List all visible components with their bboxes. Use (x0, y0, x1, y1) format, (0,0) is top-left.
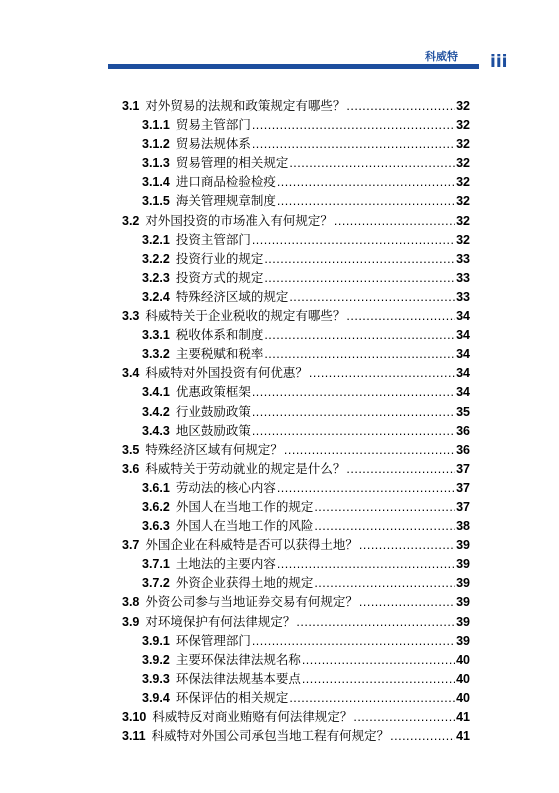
toc-entry-title: 主要环保法律法规名称 (175, 651, 301, 667)
toc-entry-page: 36 (456, 423, 470, 438)
toc-entry[interactable] (122, 669, 470, 688)
toc-entry-number: 3.1.2 (142, 137, 170, 152)
toc-entry-title: 地区鼓励政策 (175, 422, 251, 438)
toc-entry-title: 贸易法规体系 (175, 136, 251, 152)
toc-entry[interactable] (122, 134, 470, 153)
toc-entry-page: 33 (456, 251, 470, 266)
toc-dot-leader (314, 574, 455, 593)
toc-entry-title: 主要税赋和税率 (175, 346, 264, 362)
toc-dot-leader (252, 116, 455, 135)
toc-entry-page: 32 (456, 99, 470, 113)
toc-entry-page: 39 (456, 576, 470, 591)
page-number: iii (490, 52, 508, 72)
toc-entry-page: 32 (456, 118, 470, 133)
toc-entry-title: 进口商品检验检疫 (175, 174, 276, 190)
toc-entry-number: 3.1.4 (142, 175, 170, 190)
toc-entry-title: 外国企业在科威特是否可以获得土地？ (145, 537, 358, 553)
toc-entry-page: 35 (456, 404, 470, 419)
toc-dot-leader (302, 651, 455, 670)
toc-entry-page: 32 (456, 213, 470, 228)
toc-entry[interactable] (122, 421, 470, 440)
toc-dot-leader (296, 613, 455, 632)
toc-dot-leader (314, 498, 455, 517)
toc-entry-title: 科威特关于劳动就业的规定是什么？ (145, 460, 346, 476)
toc-entry-title: 贸易主管部门 (175, 117, 251, 133)
toc-entry-page: 32 (456, 232, 470, 247)
toc-entry-number: 3.8 (122, 595, 140, 610)
toc-entry[interactable] (122, 153, 470, 172)
toc-entry[interactable] (122, 688, 470, 707)
toc-entry[interactable] (122, 631, 470, 650)
toc-entry[interactable] (122, 382, 470, 401)
toc-entry-page: 41 (456, 710, 470, 724)
toc-entry[interactable] (122, 230, 470, 249)
toc-entry-number: 3.2.1 (142, 232, 170, 247)
toc-entry-title: 对外国投资的市场准入有何规定？ (145, 212, 333, 228)
toc-entry-page: 38 (456, 519, 470, 534)
toc-entry-number: 3.9.2 (142, 652, 170, 667)
toc-entry[interactable] (122, 249, 470, 268)
toc-entry-page: 41 (456, 729, 470, 744)
toc-dot-leader (346, 307, 455, 326)
toc-entry-title: 土地法的主要内容 (175, 556, 276, 572)
toc-entry-title: 特殊经济区域的规定 (175, 288, 289, 304)
toc-dot-leader (252, 135, 455, 154)
header-rule (108, 64, 479, 69)
toc-dot-leader (359, 593, 455, 612)
toc-entry[interactable] (122, 592, 470, 611)
toc-entry-page: 39 (456, 557, 470, 572)
toc-dot-leader (284, 441, 455, 460)
toc-entry-number: 3.2.3 (142, 270, 170, 285)
toc-entry[interactable] (122, 478, 470, 497)
toc-entry-page: 40 (456, 690, 470, 705)
toc-entry-page: 39 (456, 633, 470, 648)
toc-entry-number: 3.6.2 (142, 499, 170, 514)
toc-entry-title: 外国人在当地工作的规定 (175, 498, 314, 514)
toc-entry-title: 外资公司参与当地证券交易有何规定？ (145, 594, 358, 610)
toc-dot-leader (390, 727, 455, 746)
toc-entry-title: 外资企业获得土地的规定 (175, 575, 314, 591)
toc-entry-title: 特殊经济区域有何规定？ (145, 441, 283, 457)
toc-dot-leader (264, 326, 455, 345)
toc-entry-title: 优惠政策框架 (175, 384, 251, 400)
toc-dot-leader (302, 670, 455, 689)
toc-entry-number: 3.5 (122, 442, 140, 457)
toc-entry-number: 3.1.3 (142, 156, 170, 171)
toc-entry[interactable] (122, 554, 470, 573)
toc-dot-leader (346, 97, 455, 116)
toc-entry-number: 3.9.4 (142, 690, 170, 705)
toc-entry-page: 32 (456, 137, 470, 152)
toc-entry-title: 科威特反对商业贿赂有何法律规定？ (152, 709, 353, 724)
toc-dot-leader (252, 422, 455, 441)
toc-entry-title: 劳动法的核心内容 (175, 479, 276, 495)
toc-entry[interactable] (122, 96, 470, 115)
toc-dot-leader (264, 269, 455, 288)
toc-entry-title: 环保评估的相关规定 (175, 689, 289, 705)
toc-dot-leader (359, 536, 455, 555)
toc-entry-number: 3.9.1 (142, 633, 170, 648)
toc-entry-title: 环保法律法规基本要点 (175, 670, 301, 686)
toc-dot-leader (277, 173, 455, 192)
toc-entry-number: 3.6.3 (142, 519, 170, 534)
toc-entry[interactable] (122, 573, 470, 592)
toc-entry-number: 3.7.1 (142, 557, 170, 572)
toc-entry-number: 3.1.1 (142, 118, 170, 133)
toc-entry[interactable] (122, 363, 470, 382)
toc-entry-title: 科威特对外国投资有何优惠？ (145, 365, 308, 381)
toc-entry-page: 32 (456, 194, 470, 209)
toc-entry-number: 3.9 (122, 614, 140, 629)
toc-entry-page: 39 (456, 595, 470, 610)
toc-entry-number: 3.11 (122, 729, 146, 744)
toc-entry-number: 3.6.1 (142, 480, 170, 495)
toc-entry-page: 34 (456, 385, 470, 400)
toc-entry-page: 33 (456, 289, 470, 304)
toc-entry[interactable] (122, 344, 470, 363)
toc-entry-number: 3.9.3 (142, 671, 170, 686)
toc-entry-page: 36 (456, 442, 470, 457)
toc-entry-page: 34 (456, 366, 470, 381)
toc-entry-title: 科威特对外国公司承包当地工程有何规定？ (151, 728, 390, 744)
toc-entry-page: 32 (456, 156, 470, 171)
toc-entry[interactable] (122, 535, 470, 554)
toc-dot-leader (289, 689, 455, 708)
toc-entry-number: 3.7.2 (142, 576, 170, 591)
table-of-contents (122, 96, 470, 745)
toc-entry[interactable] (122, 172, 470, 191)
toc-dot-leader (346, 460, 455, 479)
toc-entry-title: 贸易管理的相关规定 (175, 155, 289, 171)
toc-dot-leader (309, 364, 455, 383)
toc-dot-leader (252, 383, 455, 402)
toc-entry-page: 32 (456, 175, 470, 190)
toc-dot-leader (289, 288, 455, 307)
toc-entry-number: 3.4.2 (142, 404, 170, 419)
toc-entry-title: 税收体系和制度 (175, 327, 264, 343)
toc-entry[interactable] (122, 516, 470, 535)
toc-entry-page: 40 (456, 652, 470, 667)
toc-entry-page: 37 (456, 461, 470, 476)
toc-entry-number: 3.2 (122, 213, 140, 228)
toc-entry-number: 3.1 (122, 99, 140, 113)
toc-entry-number: 3.2.2 (142, 251, 170, 266)
running-header-title: 科威特 (425, 50, 458, 63)
toc-entry-title: 外国人在当地工作的风险 (175, 518, 314, 534)
toc-entry-page: 33 (456, 270, 470, 285)
toc-entry-page: 34 (456, 328, 470, 343)
toc-entry-title: 投资主管部门 (175, 231, 251, 247)
toc-dot-leader (252, 632, 455, 651)
toc-entry-page: 39 (456, 538, 470, 553)
toc-entry[interactable] (122, 306, 470, 325)
toc-dot-leader (252, 403, 455, 422)
toc-entry[interactable] (122, 402, 470, 421)
toc-entry-number: 3.7 (122, 538, 140, 553)
toc-entry[interactable] (122, 115, 470, 134)
toc-entry-number: 3.1.5 (142, 194, 170, 209)
toc-entry[interactable] (122, 707, 470, 726)
toc-entry-number: 3.6 (122, 461, 140, 476)
toc-dot-leader (264, 250, 455, 269)
toc-entry-page: 34 (456, 347, 470, 362)
toc-entry-title: 行业鼓励政策 (175, 403, 251, 419)
toc-entry[interactable] (122, 726, 470, 745)
toc-entry[interactable] (122, 612, 470, 631)
toc-entry[interactable] (122, 440, 470, 459)
toc-dot-leader (277, 479, 455, 498)
toc-entry[interactable] (122, 459, 470, 478)
toc-entry-number: 3.2.4 (142, 289, 170, 304)
toc-dot-leader (314, 517, 455, 536)
toc-dot-leader (353, 708, 455, 727)
toc-entry-title: 环保管理部门 (175, 632, 251, 648)
toc-dot-leader (277, 192, 455, 211)
toc-entry-title: 对外贸易的法规和政策规定有哪些？ (145, 98, 346, 113)
toc-entry-number: 3.4.3 (142, 423, 170, 438)
toc-entry-page: 37 (456, 499, 470, 514)
toc-entry[interactable] (122, 325, 470, 344)
toc-entry-number: 3.10 (122, 710, 147, 724)
toc-entry[interactable] (122, 268, 470, 287)
toc-entry-page: 34 (456, 309, 470, 324)
toc-entry-page: 39 (456, 614, 470, 629)
toc-entry[interactable] (122, 287, 470, 306)
toc-entry[interactable] (122, 191, 470, 210)
toc-entry-number: 3.4.1 (142, 385, 170, 400)
toc-entry[interactable] (122, 497, 470, 516)
toc-entry-title: 投资方式的规定 (175, 269, 264, 285)
toc-dot-leader (264, 345, 455, 364)
toc-entry-page: 40 (456, 671, 470, 686)
toc-entry-title: 科威特关于企业税收的规定有哪些？ (145, 308, 346, 324)
toc-entry-title: 海关管理规章制度 (175, 193, 276, 209)
toc-entry-page: 37 (456, 480, 470, 495)
toc-entry-number: 3.4 (122, 366, 140, 381)
toc-dot-leader (289, 154, 455, 173)
toc-dot-leader (277, 555, 455, 574)
toc-entry-number: 3.3.1 (142, 328, 170, 343)
toc-entry-number: 3.3 (122, 309, 140, 324)
toc-entry-title: 对环境保护有何法律规定？ (145, 613, 296, 629)
toc-entry-number: 3.3.2 (142, 347, 170, 362)
toc-dot-leader (252, 231, 455, 250)
toc-entry-title: 投资行业的规定 (175, 250, 264, 266)
toc-entry[interactable] (122, 211, 470, 230)
toc-entry[interactable] (122, 650, 470, 669)
toc-dot-leader (334, 212, 455, 231)
